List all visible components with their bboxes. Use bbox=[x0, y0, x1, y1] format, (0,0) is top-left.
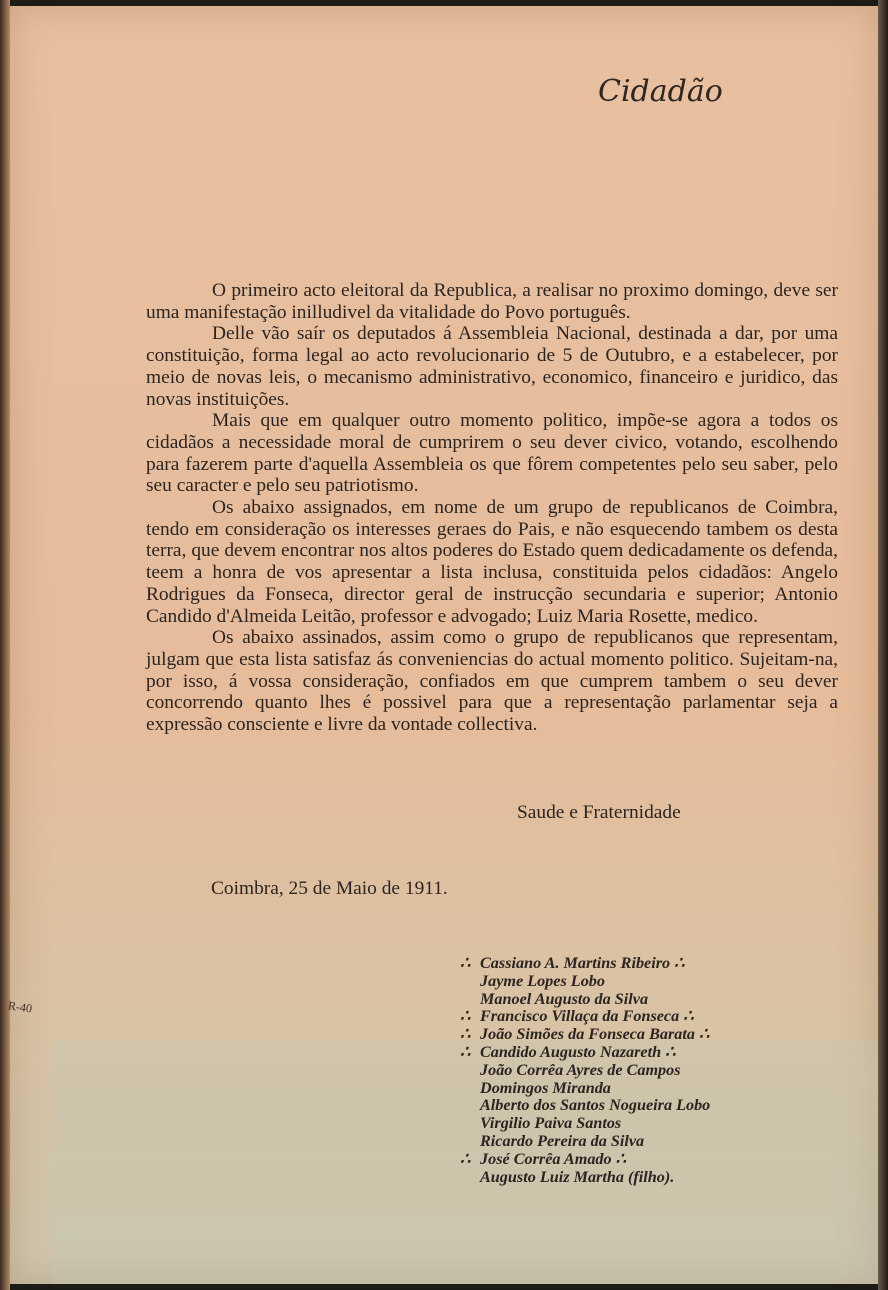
masonic-mark-before: ∴ bbox=[460, 1149, 471, 1168]
masonic-mark-before: ∴ bbox=[460, 1025, 471, 1044]
signatory-name: Domingos Miranda bbox=[480, 1078, 611, 1097]
signatory-name: José Corrêa Amado bbox=[480, 1149, 612, 1168]
masonic-mark-after: ∴ bbox=[679, 1007, 694, 1026]
masonic-mark-before: ∴ bbox=[460, 1042, 471, 1061]
signatory-name: João Corrêa Ayres de Campos bbox=[480, 1060, 681, 1079]
signatory bbox=[460, 973, 710, 991]
signatory bbox=[460, 1062, 710, 1080]
paragraph: Delle vão saír os deputados á Assembleia Nacional, destinada a dar, por uma constituição, forma legal ao acto revolucionario de 5 de Outubro, e a estabelecer, por meio de novas leis, o mecanismo administrativo, economico, financeiro e juridico, das novas instituições. bbox=[146, 323, 838, 410]
signatory bbox=[460, 991, 710, 1009]
signatory bbox=[460, 1151, 710, 1169]
paragraph: Os abaixo assignados, em nome de um grupo de republicanos de Coimbra, tendo em consideração os interesses geraes do Pais, e não esquecendo tambem os desta terra, que devem encontrar nos altos poderes do Estado quem dedicadamente os defenda, teem a honra de vos apresentar a lista inclusa, constituida pelos cidadãos: Angelo Rodrigues da Fonseca, director geral de instrucção secundaria e superior; Antonio Candido d'Almeida Leitão, professor e advogado; Luiz Maria Rosette, medico. bbox=[146, 497, 838, 627]
signatory bbox=[460, 1080, 710, 1098]
signatory-name: Cassiano A. Martins Ribeiro bbox=[480, 954, 671, 972]
signatory bbox=[460, 1133, 710, 1151]
signatory-name: Virgilio Paiva Santos bbox=[480, 1114, 622, 1133]
signatory bbox=[460, 955, 710, 973]
signatory bbox=[460, 1115, 710, 1133]
signatory bbox=[460, 1044, 710, 1062]
paragraph: Mais que em qualquer outro momento politico, impõe-se agora a todos os cidadãos a necessidade moral de cumprirem o seu dever civico, votando, escolhendo para fazerem parte d'aquella Assembleia os que fôrem competentes pelo seu saber, pelo seu caracter e pelo seu patriotismo. bbox=[146, 410, 838, 497]
masonic-mark-after: ∴ bbox=[661, 1042, 676, 1061]
closing-salutation: Saude e Fraternidade bbox=[517, 802, 681, 823]
signatory-name: Manoel Augusto da Silva bbox=[480, 989, 649, 1008]
signatory-name: Candido Augusto Nazareth bbox=[480, 1042, 662, 1061]
signatory bbox=[460, 1169, 710, 1187]
document-title: Cidadão bbox=[598, 74, 723, 109]
signatory bbox=[460, 1097, 710, 1115]
signatory-name: João Simões da Fonseca Barata bbox=[480, 1025, 695, 1044]
signatory-name: Francisco Villaça da Fonseca bbox=[480, 1007, 680, 1026]
masonic-mark-before: ∴ bbox=[460, 954, 471, 972]
paragraph: O primeiro acto eleitoral da Republica, a realisar no proximo domingo, deve ser uma manifestação inilludivel da vitalidade do Povo português. bbox=[146, 280, 838, 323]
paragraph: Os abaixo assinados, assim como o grupo de republicanos que representam, julgam que esta lista satisfaz ás conveniencias do actual momento politico. Sujeitam-na, por isso, á vossa consideração, confiados em que cumprem tambem o seu dever concorrendo quanto lhes é possivel para que a representação parlamentar seja a expressão consciente e livre da vontade collectiva. bbox=[146, 627, 838, 736]
page-right-edge bbox=[878, 0, 888, 1290]
signatory bbox=[460, 1026, 710, 1044]
signatory-name: Alberto dos Santos Nogueira Lobo bbox=[480, 1096, 711, 1115]
masonic-mark-before: ∴ bbox=[460, 1007, 471, 1026]
page-left-edge bbox=[0, 0, 10, 1290]
place-and-date: Coimbra, 25 de Maio de 1911. bbox=[211, 878, 448, 899]
signatory bbox=[460, 1008, 710, 1026]
masonic-mark-after: ∴ bbox=[694, 1025, 710, 1044]
signatory-name: Augusto Luiz Martha (filho). bbox=[480, 1167, 675, 1186]
signatory-list bbox=[460, 955, 710, 1186]
masonic-mark-after: ∴ bbox=[670, 954, 685, 972]
margin-note: R-40 bbox=[7, 998, 33, 1016]
masonic-mark-after: ∴ bbox=[611, 1149, 626, 1168]
signatory-name: Ricardo Pereira da Silva bbox=[480, 1131, 645, 1150]
signatory-name: Jayme Lopes Lobo bbox=[480, 971, 605, 990]
document-body bbox=[146, 280, 838, 736]
